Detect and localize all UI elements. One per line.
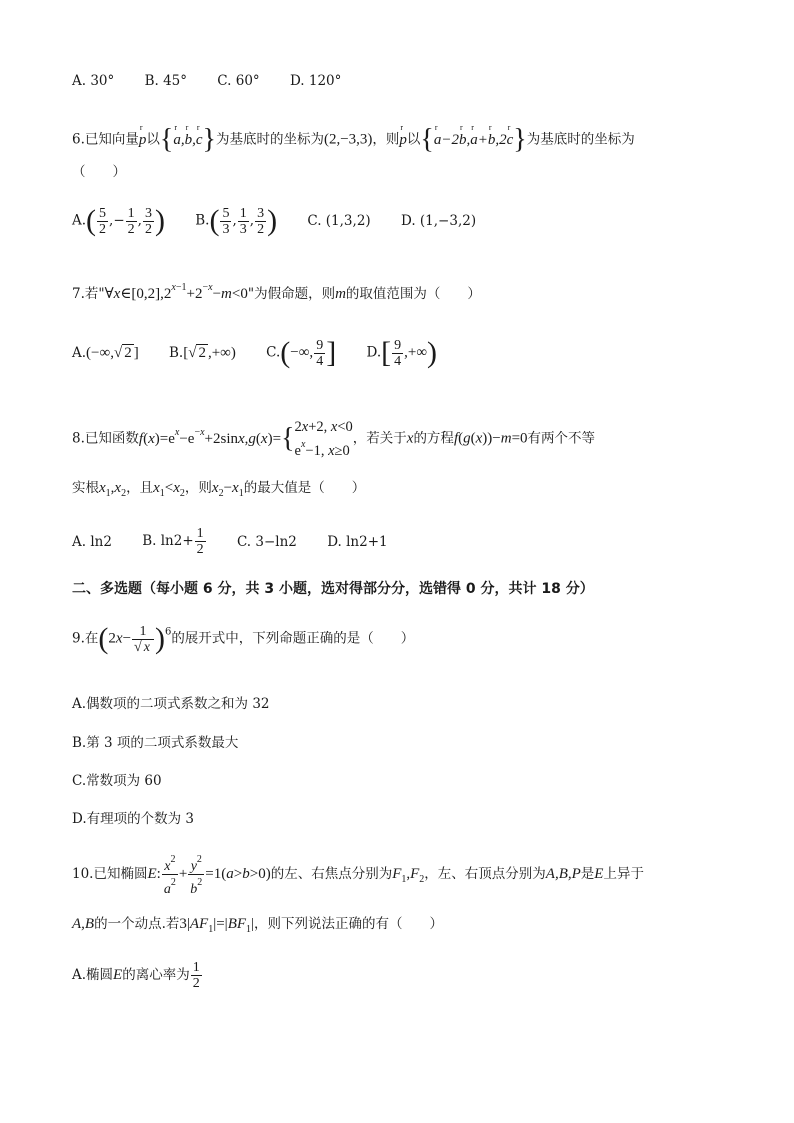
q8-option-b: B. ln2+ $\frac{1}{2}$ bbox=[142, 526, 204, 557]
q7-option-b: B.[√ 2 ,+∞) bbox=[168, 344, 236, 361]
q8-option-a: A. ln2 bbox=[72, 533, 112, 550]
q5-options bbox=[72, 72, 367, 89]
section-heading-multiple-choice: 二、多选题（每小题 6 分，共 3 小题，选对得部分分，选错得 0 分，共计 18 分） bbox=[72, 581, 594, 597]
q8-options bbox=[72, 526, 414, 557]
q5-option-c: C. 60° bbox=[217, 72, 260, 89]
question-6-paren: （ ） bbox=[72, 164, 126, 180]
q7-option-d: D.[ $\frac{9}{4}$ ,+∞) bbox=[366, 336, 438, 369]
q5-option-a: A. 30° bbox=[72, 72, 115, 89]
question-6-stem: 6.已知向量r p以{r a,r b,r c}为基底时的坐标为(2,−3,3)，则r p以{r a−2r b,r a+r b,2r c}为基底时的坐标为 bbox=[72, 124, 635, 156]
q5-option-d: D. 120° bbox=[289, 72, 342, 89]
q6-option-b: B.( $\frac{5}{3}$ , $\frac{1}{3}$ , $\frac{3}{2}$ ) bbox=[195, 204, 278, 237]
q6-option-a: A.( $\frac{5}{2}$ ,− $\frac{1}{2}$ , $\frac{3}{2}$ ) bbox=[72, 204, 165, 237]
question-7-stem: 7.若"$\forall x\in[0,2],2^{x-1}+2^{-x}-m<0$"为假命题，则m的取值范围为（ ） bbox=[72, 282, 481, 302]
q5-option-b: B. 45° bbox=[144, 72, 187, 89]
q9-option-c: C.常数项为 60 bbox=[72, 773, 162, 789]
q8-option-c: C. 3−ln2 bbox=[236, 533, 297, 550]
q8-option-d: D. ln2+1 bbox=[327, 533, 388, 550]
q10-option-a: A.椭圆E的离心率为 $\frac{1}{2}$ bbox=[72, 960, 200, 991]
q6-option-d: D. (1,−3,2) bbox=[400, 213, 477, 229]
q9-option-b: B.第 3 项的二项式系数最大 bbox=[72, 735, 239, 751]
question-8-line2: 实根$x_1,x_2$，且$x_1<x_2$，则$x_2-x_1$的最大值是（ ） bbox=[72, 480, 366, 499]
question-10-stem: 10.已知椭圆E: $\frac{x^2}{a^2}$ + $\frac{y^2}{b^2}$ =1(a>b>0)的左、右焦点分别为$F_1,F_2$，左、右顶点分别为A,B,P是E上异于 bbox=[72, 854, 644, 897]
question-9-stem: 9.在(2x− $\frac{1}{√ x}$ )$^6$的展开式中，下列命题正确的是（ ） bbox=[72, 622, 415, 655]
q6-options bbox=[72, 204, 502, 238]
q7-option-a: A.(−∞,√ 2 ] bbox=[72, 344, 139, 361]
q9-option-a: A.偶数项的二项式系数之和为 32 bbox=[72, 696, 270, 712]
question-8-stem: 8.已知函数$f(x)=e^x-e^{-x}+2\sin x,g(x)=${ 2x+2, x<0 $e^x-1$, x≥0 ，若关于x的方程f(g(x))−m=0有两个不等 bbox=[72, 419, 596, 459]
q7-option-c: C.(−∞, $\frac{9}{4}$ ] bbox=[266, 336, 337, 369]
q6-option-c: C. (1,3,2) bbox=[307, 213, 371, 229]
q9-option-d: D.有理项的个数为 3 bbox=[72, 811, 195, 827]
q7-options bbox=[72, 336, 463, 370]
question-10-line2: A,B的一个动点.若$3|AF_1|=|BF_1|$，则下列说法正确的有（ ） bbox=[72, 916, 444, 935]
